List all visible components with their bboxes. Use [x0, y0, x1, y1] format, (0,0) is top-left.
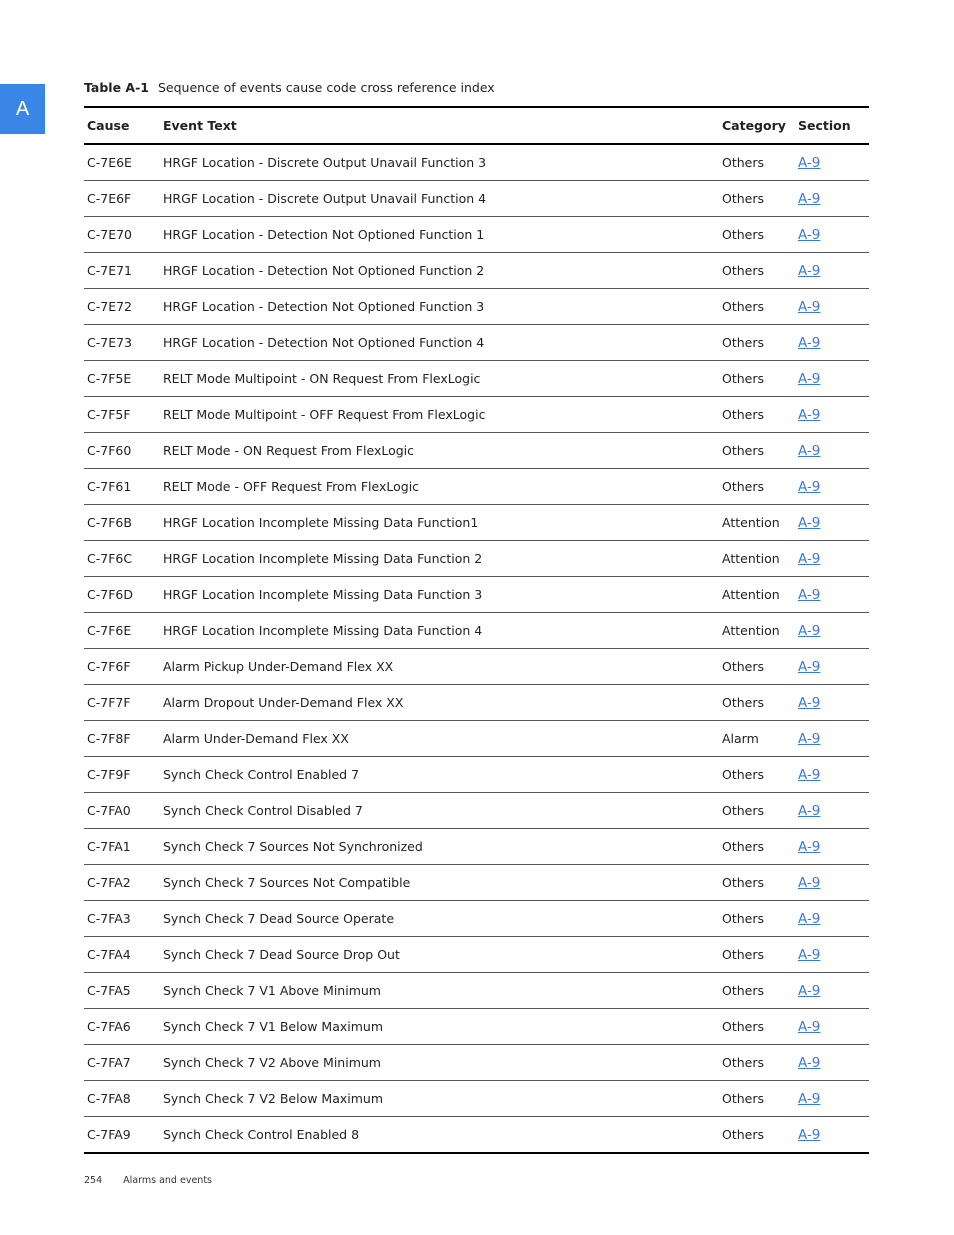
page-number: 254 [84, 1175, 103, 1186]
category-cell: Attention [719, 505, 795, 541]
table-row [84, 757, 869, 793]
table-row [84, 505, 869, 541]
event-text-cell: Synch Check Control Disabled 7 [160, 793, 719, 829]
section-cell [795, 253, 869, 289]
cause-code-cell: C-7FA0 [84, 793, 160, 829]
event-text-cell: RELT Mode Multipoint - ON Request From FlexLogic [160, 361, 719, 397]
table-row [84, 433, 869, 469]
category-cell: Others [719, 973, 795, 1009]
cause-code-cell: C-7F6E [84, 613, 160, 649]
event-text-cell: Synch Check 7 Dead Source Drop Out [160, 937, 719, 973]
cause-code-cell: C-7E71 [84, 253, 160, 289]
event-text-cell: RELT Mode Multipoint - OFF Request From FlexLogic [160, 397, 719, 433]
category-cell: Others [719, 397, 795, 433]
category-cell: Attention [719, 577, 795, 613]
section-link[interactable]: A-9 [798, 226, 821, 243]
event-text-cell: HRGF Location - Detection Not Optioned Function 3 [160, 289, 719, 325]
table-row [84, 397, 869, 433]
table-row [84, 1081, 869, 1117]
section-cell [795, 793, 869, 829]
cause-code-cell: C-7F6C [84, 541, 160, 577]
section-cell [795, 937, 869, 973]
category-cell: Others [719, 757, 795, 793]
table-row [84, 937, 869, 973]
section-cell [795, 217, 869, 253]
section-cell [795, 397, 869, 433]
header-cause: Cause [84, 107, 160, 144]
section-link[interactable]: A-9 [798, 1126, 821, 1143]
cause-code-cell: C-7FA7 [84, 1045, 160, 1081]
table-row [84, 973, 869, 1009]
section-link[interactable]: A-9 [798, 190, 821, 207]
table-row [84, 1009, 869, 1045]
section-link[interactable]: A-9 [798, 1018, 821, 1035]
event-text-cell: HRGF Location Incomplete Missing Data Function 4 [160, 613, 719, 649]
event-text-cell: Synch Check 7 Sources Not Synchronized [160, 829, 719, 865]
section-link[interactable]: A-9 [798, 154, 821, 171]
section-cell [795, 721, 869, 757]
category-cell: Others [719, 685, 795, 721]
table-header-row [84, 107, 869, 144]
cause-code-cell: C-7F9F [84, 757, 160, 793]
cause-code-cell: C-7E70 [84, 217, 160, 253]
cause-code-cell: C-7F6D [84, 577, 160, 613]
events-table [84, 106, 869, 1154]
cause-code-cell: C-7FA2 [84, 865, 160, 901]
table-row [84, 577, 869, 613]
event-text-cell: HRGF Location Incomplete Missing Data Function 3 [160, 577, 719, 613]
section-cell [795, 181, 869, 217]
category-cell: Others [719, 289, 795, 325]
section-cell [795, 613, 869, 649]
cause-code-cell: C-7F6F [84, 649, 160, 685]
table-row [84, 829, 869, 865]
appendix-letter: A [15, 97, 30, 120]
category-cell: Alarm [719, 721, 795, 757]
event-text-cell: RELT Mode - ON Request From FlexLogic [160, 433, 719, 469]
event-text-cell: Synch Check 7 V2 Below Maximum [160, 1081, 719, 1117]
table-row [84, 541, 869, 577]
table-row [84, 613, 869, 649]
section-link[interactable]: A-9 [798, 550, 821, 567]
event-text-cell: Synch Check 7 Dead Source Operate [160, 901, 719, 937]
cause-code-cell: C-7E72 [84, 289, 160, 325]
table-caption-text: Sequence of events cause code cross reference index [157, 80, 495, 95]
section-cell [795, 144, 869, 181]
section-cell [795, 505, 869, 541]
table-row [84, 289, 869, 325]
event-text-cell: RELT Mode - OFF Request From FlexLogic [160, 469, 719, 505]
section-link[interactable]: A-9 [798, 1054, 821, 1071]
section-cell [795, 469, 869, 505]
section-link[interactable]: A-9 [798, 838, 821, 855]
section-cell [795, 325, 869, 361]
category-cell: Others [719, 1045, 795, 1081]
section-cell [795, 1009, 869, 1045]
section-link[interactable]: A-9 [798, 622, 821, 639]
cause-code-cell: C-7FA8 [84, 1081, 160, 1117]
category-cell: Others [722, 1127, 765, 1142]
table-row [84, 325, 869, 361]
section-link[interactable]: A-9 [798, 586, 821, 603]
section-link[interactable]: A-9 [798, 406, 821, 423]
category-cell: Others [719, 937, 795, 973]
event-text-cell: Synch Check 7 V1 Above Minimum [160, 973, 719, 1009]
section-link[interactable]: A-9 [798, 298, 821, 315]
section-cell [795, 289, 869, 325]
category-cell: Others [719, 469, 795, 505]
table-row [84, 181, 869, 217]
category-cell: Others [719, 325, 795, 361]
section-cell [795, 541, 869, 577]
page-footer [84, 1175, 212, 1186]
category-cell: Others [719, 144, 795, 181]
event-text-cell: HRGF Location - Discrete Output Unavail Function 3 [160, 144, 719, 181]
cause-code-cell: C-7F6B [84, 505, 160, 541]
category-cell: Others [719, 901, 795, 937]
section-cell [795, 973, 869, 1009]
section-link[interactable]: A-9 [798, 802, 821, 819]
section-cell [795, 1117, 869, 1154]
section-link[interactable]: A-9 [798, 766, 821, 783]
table-row [84, 1045, 869, 1081]
category-cell: Others [719, 865, 795, 901]
table-row [84, 361, 869, 397]
section-cell [795, 685, 869, 721]
category-cell: Attention [719, 613, 795, 649]
table-row [84, 721, 869, 757]
section-link[interactable]: A-9 [798, 694, 821, 711]
table-row [84, 144, 869, 181]
cause-code-cell: C-7F7F [84, 685, 160, 721]
category-cell: Others [719, 181, 795, 217]
category-cell: Others [719, 649, 795, 685]
category-cell: Others [719, 361, 795, 397]
category-cell: Others [719, 829, 795, 865]
cause-code-cell: C-7FA4 [84, 937, 160, 973]
section-link[interactable]: A-9 [798, 910, 821, 927]
event-text-cell: Alarm Dropout Under-Demand Flex XX [160, 685, 719, 721]
event-text-cell: HRGF Location Incomplete Missing Data Function 2 [160, 541, 719, 577]
section-cell [795, 757, 869, 793]
table-row [84, 649, 869, 685]
event-text-cell: HRGF Location - Detection Not Optioned Function 1 [160, 217, 719, 253]
section-cell [795, 829, 869, 865]
section-cell [795, 1081, 869, 1117]
cause-code-cell: C-7E6E [84, 144, 160, 181]
section-link[interactable]: A-9 [798, 478, 821, 495]
section-cell [795, 649, 869, 685]
cause-code-cell: C-7E73 [84, 325, 160, 361]
table-row [84, 793, 869, 829]
event-text-cell: HRGF Location Incomplete Missing Data Function1 [160, 505, 719, 541]
section-link[interactable]: A-9 [798, 730, 821, 747]
section-link[interactable]: A-9 [798, 658, 821, 675]
table-row [84, 217, 869, 253]
header-event-text: Event Text [160, 107, 719, 144]
table-caption [84, 80, 495, 96]
section-cell [795, 361, 869, 397]
cause-code-cell: C-7F61 [84, 469, 160, 505]
section-link[interactable]: A-9 [798, 514, 821, 531]
table-row [84, 685, 869, 721]
category-cell: Others [719, 253, 795, 289]
cause-code-cell: C-7FA1 [84, 829, 160, 865]
event-text-cell: HRGF Location - Discrete Output Unavail Function 4 [160, 181, 719, 217]
section-cell [795, 901, 869, 937]
section-link[interactable]: A-9 [798, 262, 821, 279]
table-caption-label: Table A-1 [84, 80, 149, 95]
event-text-cell: Alarm Under-Demand Flex XX [160, 721, 719, 757]
event-text-cell: Synch Check Control Enabled 8 [163, 1127, 360, 1142]
event-text-cell: Synch Check 7 Sources Not Compatible [160, 865, 719, 901]
section-cell [795, 433, 869, 469]
cause-code-cell: C-7FA5 [84, 973, 160, 1009]
table-body [84, 144, 869, 1153]
event-text-cell: Synch Check Control Enabled 7 [160, 757, 719, 793]
category-cell: Others [719, 1081, 795, 1117]
table-row [84, 253, 869, 289]
chapter-name: Alarms and events [123, 1175, 212, 1186]
category-cell: Others [719, 433, 795, 469]
section-link[interactable]: A-9 [798, 442, 821, 459]
section-link[interactable]: A-9 [798, 1090, 821, 1107]
cause-code-cell: C-7FA6 [84, 1009, 160, 1045]
section-link[interactable]: A-9 [798, 334, 821, 351]
appendix-side-tab [0, 84, 45, 134]
cause-code-cell: C-7FA9 [87, 1127, 131, 1142]
cause-code-cell: C-7FA3 [84, 901, 160, 937]
section-link[interactable]: A-9 [798, 874, 821, 891]
cause-code-cell: C-7F5E [84, 361, 160, 397]
table-row [84, 865, 869, 901]
table-row [84, 1117, 869, 1154]
header-category: Category [719, 107, 795, 144]
section-link[interactable]: A-9 [798, 946, 821, 963]
event-text-cell: HRGF Location - Detection Not Optioned Function 2 [160, 253, 719, 289]
event-text-cell: HRGF Location - Detection Not Optioned Function 4 [160, 325, 719, 361]
table-row [84, 469, 869, 505]
cause-code-cell: C-7F60 [84, 433, 160, 469]
category-cell: Others [719, 217, 795, 253]
category-cell: Others [719, 793, 795, 829]
category-cell: Attention [719, 541, 795, 577]
category-cell: Others [719, 1009, 795, 1045]
cause-code-cell: C-7F8F [84, 721, 160, 757]
cause-code-cell: C-7F5F [84, 397, 160, 433]
section-link[interactable]: A-9 [798, 982, 821, 999]
section-cell [795, 577, 869, 613]
cause-code-cell: C-7E6F [84, 181, 160, 217]
table-row [84, 901, 869, 937]
event-text-cell: Synch Check 7 V2 Above Minimum [160, 1045, 719, 1081]
event-text-cell: Alarm Pickup Under-Demand Flex XX [160, 649, 719, 685]
section-cell [795, 865, 869, 901]
section-link[interactable]: A-9 [798, 370, 821, 387]
section-cell [795, 1045, 869, 1081]
event-text-cell: Synch Check 7 V1 Below Maximum [160, 1009, 719, 1045]
header-section: Section [795, 107, 869, 144]
